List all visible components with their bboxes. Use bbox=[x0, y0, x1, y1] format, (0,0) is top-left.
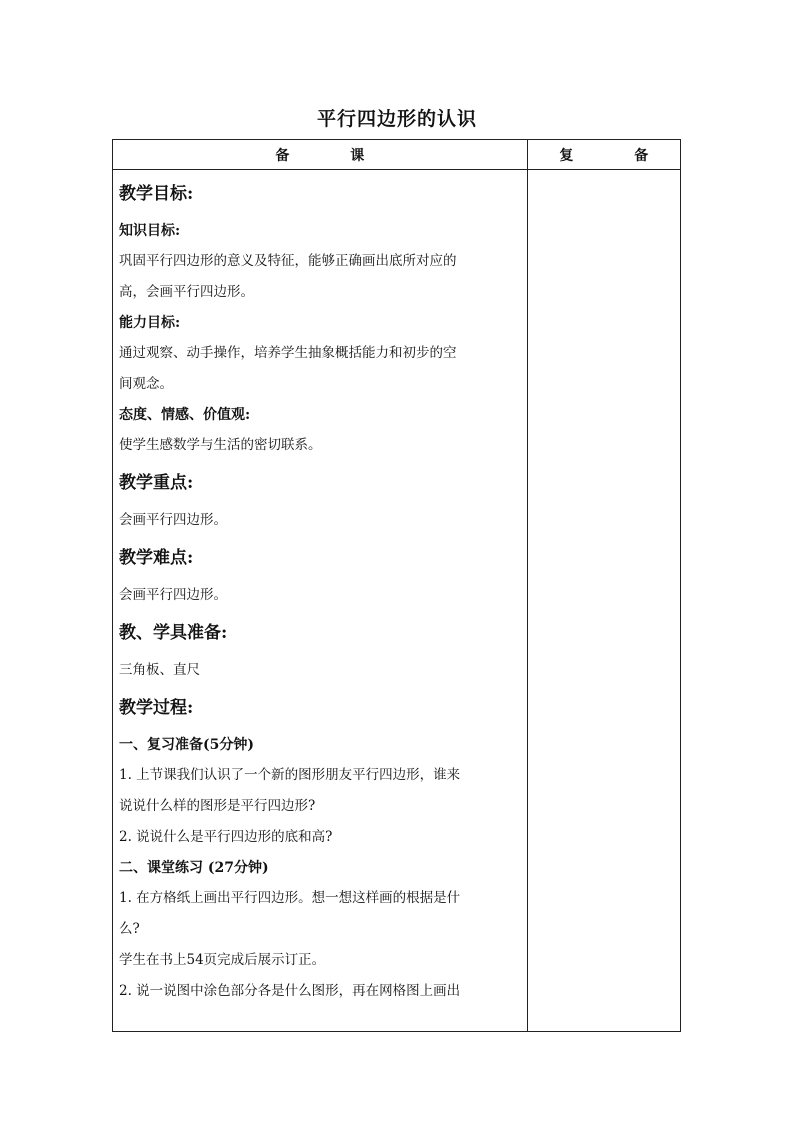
lesson-content-cell bbox=[113, 170, 528, 1032]
lesson-plan-table bbox=[112, 139, 681, 1032]
materials-text: 三角板、直尺 bbox=[119, 662, 200, 678]
practice-text: 么? bbox=[119, 921, 140, 937]
key-points-heading: 教学重点: bbox=[119, 473, 194, 493]
lesson-content bbox=[113, 170, 527, 1007]
document-title: 平行四边形的认识 bbox=[316, 108, 477, 130]
difficult-points-text: 会画平行四边形。 bbox=[119, 587, 227, 603]
knowledge-text: 巩固平行四边形的意义及特征，能够正确画出底所对应的 bbox=[119, 253, 457, 269]
ability-text: 间观念。 bbox=[119, 376, 173, 392]
practice-heading: 二、课堂练习 (27分钟) bbox=[119, 860, 269, 876]
header-prepare: 备 课 bbox=[113, 140, 528, 170]
ability-heading: 能力目标: bbox=[119, 315, 181, 331]
review-text: 1. 上节课我们认识了一个新的图形朋友平行四边形，谁来 bbox=[119, 767, 461, 783]
attitude-text: 使学生感数学与生活的密切联系。 bbox=[119, 437, 322, 453]
header-review: 复 备 bbox=[527, 140, 680, 170]
review-notes-cell bbox=[527, 170, 680, 1032]
goals-heading: 教学目标: bbox=[119, 184, 194, 204]
difficult-points-heading: 教学难点: bbox=[119, 548, 194, 568]
review-text: 2. 说说什么是平行四边形的底和高? bbox=[119, 829, 333, 845]
practice-text: 学生在书上54页完成后展示订正。 bbox=[119, 952, 326, 968]
review-text: 说说什么样的图形是平行四边形? bbox=[119, 798, 316, 814]
practice-text: 1. 在方格纸上画出平行四边形。想一想这样画的根据是什 bbox=[119, 890, 461, 906]
knowledge-text: 高，会画平行四边形。 bbox=[119, 284, 254, 300]
practice-text: 2. 说一说图中涂色部分各是什么图形，再在网格图上画出 bbox=[119, 983, 461, 999]
materials-heading: 教、学具准备: bbox=[119, 623, 228, 643]
process-heading: 教学过程: bbox=[119, 698, 194, 718]
ability-text: 通过观察、动手操作，培养学生抽象概括能力和初步的空 bbox=[119, 345, 457, 361]
attitude-heading: 态度、情感、价值观: bbox=[119, 407, 251, 423]
review-heading: 一、复习准备(5分钟) bbox=[119, 737, 254, 753]
knowledge-heading: 知识目标: bbox=[119, 223, 181, 239]
key-points-text: 会画平行四边形。 bbox=[119, 512, 227, 528]
